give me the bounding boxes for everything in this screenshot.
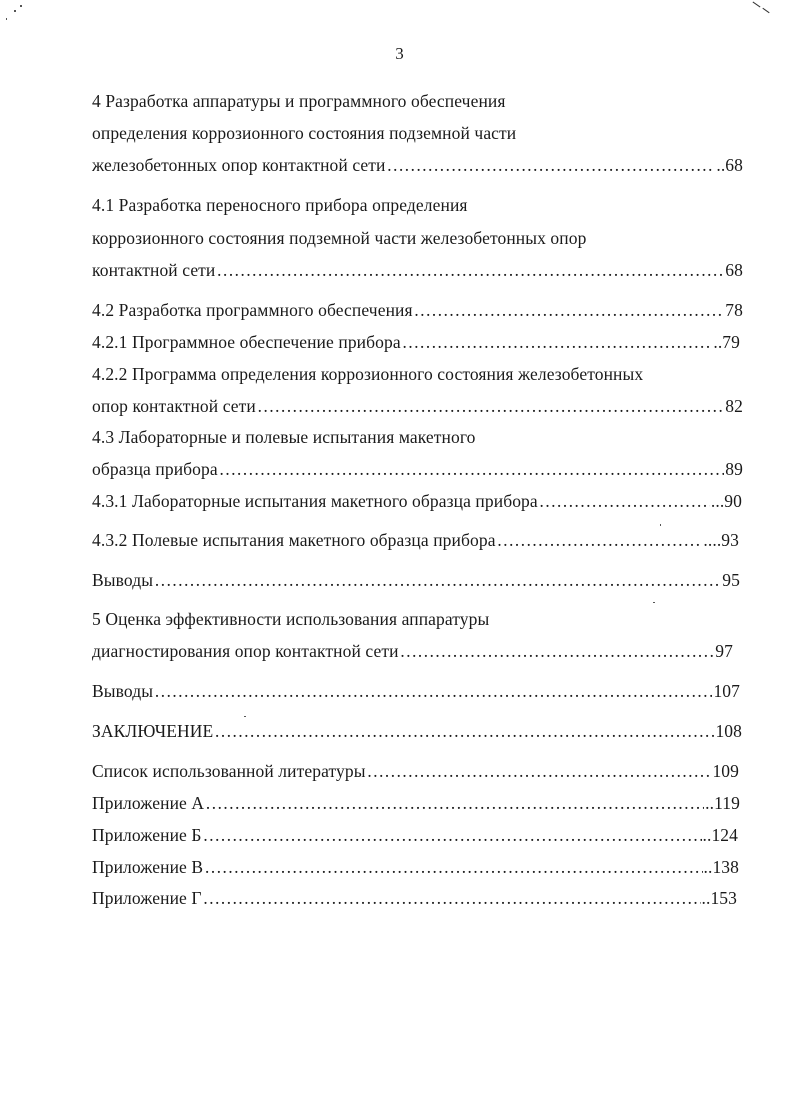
toc-entry-conclusions-4[interactable] <box>92 569 740 591</box>
scan-speck <box>20 5 22 7</box>
toc-appendix-a-text: Приложение А <box>92 793 205 813</box>
toc-s5-line1: 5 Оценка эффективности использования аппаратуры <box>92 609 490 629</box>
toc-s4-2-2-last-text: опор контактной сети <box>92 396 256 416</box>
toc-s4-line1: 4 Разработка аппаратуры и программного обеспечения <box>92 91 506 111</box>
toc-s4-3-2-text: 4.3.2 Полевые испытания макетного образца прибора <box>92 530 496 550</box>
toc-references-page: 109 <box>712 761 739 781</box>
toc-s4-3-line1: 4.3 Лабораторные и полевые испытания макетного <box>92 427 476 447</box>
toc-conclusions-4-page: 95 <box>722 570 740 590</box>
toc-conclusion-page: 108 <box>715 721 742 741</box>
dot-leader <box>257 395 724 417</box>
dot-leader <box>154 569 721 591</box>
toc-s4-1-last-text: контактной сети <box>92 260 216 280</box>
dot-leader <box>539 490 710 512</box>
toc-entry-s4-1[interactable] <box>92 259 743 281</box>
dot-leader <box>203 887 701 909</box>
toc-entry-references[interactable] <box>92 760 739 782</box>
toc-s4-3-1-page: ...90 <box>710 491 742 511</box>
toc-entry-s5[interactable] <box>92 640 733 662</box>
toc-conclusions-5-page: 107 <box>713 681 740 701</box>
toc-s4-page: ..68 <box>716 155 743 175</box>
toc-appendix-g-text: Приложение Г <box>92 888 202 908</box>
toc-entry-s4-2[interactable] <box>92 299 743 321</box>
toc-entry-appendix-a[interactable] <box>92 792 740 814</box>
toc-conclusions-5-text: Выводы <box>92 681 154 701</box>
dot-leader <box>414 299 725 321</box>
toc-s4-2-2-line1: 4.2.2 Программа определения коррозионного состояния железобетонных <box>92 364 644 384</box>
dot-leader <box>367 760 712 782</box>
toc-s4-2-text: 4.2 Разработка программного обеспечения <box>92 300 413 320</box>
toc-entry-s4-2-2[interactable] <box>92 395 743 417</box>
toc-s4-3-1-text: 4.3.1 Лабораторные испытания макетного образца прибора <box>92 491 538 511</box>
toc-entry-appendix-b[interactable] <box>92 824 738 846</box>
toc-s4-line2: определения коррозионного состояния подземной части <box>92 123 517 143</box>
dot-leader <box>387 154 716 176</box>
dot-leader <box>497 529 703 551</box>
dot-leader <box>214 720 714 742</box>
toc-s4-last-text: железобетонных опор контактной сети <box>92 155 386 175</box>
toc-s4-1-line2: коррозионного состояния подземной части железобетонных опор <box>92 228 587 248</box>
toc-appendix-g-page: ..153 <box>701 888 737 908</box>
toc-references-text: Список использованной литературы <box>92 761 366 781</box>
toc-conclusion-text: ЗАКЛЮЧЕНИЕ <box>92 721 214 741</box>
scan-speck <box>660 524 661 526</box>
dot-leader <box>203 824 702 846</box>
toc-s4-2-page: 78 <box>725 300 743 320</box>
toc-entry-conclusions-5[interactable] <box>92 680 740 702</box>
toc-s4-2-2-page: 82 <box>725 396 743 416</box>
toc-s4-2-1-page: ..79 <box>713 332 740 352</box>
dot-leader <box>400 640 715 662</box>
toc-entry-s4-2-1[interactable] <box>92 331 740 353</box>
toc-s4-3-page: 89 <box>725 459 743 479</box>
toc-appendix-a-page: ..119 <box>705 793 740 813</box>
toc-s5-last-text: диагностирования опор контактной сети <box>92 641 399 661</box>
page-number: 3 <box>395 44 404 63</box>
scan-speck <box>14 10 16 12</box>
scan-speck <box>6 18 7 20</box>
dot-leader <box>219 458 725 480</box>
scan-speck <box>244 716 246 717</box>
dot-leader <box>402 331 713 353</box>
toc-entry-appendix-g[interactable] <box>92 887 737 909</box>
dot-leader <box>216 259 724 281</box>
toc-s4-3-2-page: ....93 <box>703 530 739 550</box>
toc-s5-page: 97 <box>715 641 733 661</box>
toc-s4-1-line1: 4.1 Разработка переносного прибора определения <box>92 195 468 215</box>
toc-entry-conclusion[interactable] <box>92 720 742 742</box>
dot-leader <box>154 680 712 702</box>
toc-s4-2-1-text: 4.2.1 Программное обеспечение прибора <box>92 332 401 352</box>
toc-entry-s4-3[interactable] <box>92 458 743 480</box>
toc-appendix-b-text: Приложение Б <box>92 825 202 845</box>
toc-entry-s4[interactable] <box>92 154 743 176</box>
toc-entry-s4-3-1[interactable] <box>92 490 742 512</box>
toc-appendix-v-page: ..138 <box>703 857 739 877</box>
toc-conclusions-4-text: Выводы <box>92 570 154 590</box>
toc-s4-3-last-text: образца прибора <box>92 459 218 479</box>
scan-speck <box>653 602 655 603</box>
toc-entry-s4-3-2[interactable] <box>92 529 739 551</box>
dot-leader <box>205 792 704 814</box>
toc-entry-appendix-v[interactable] <box>92 856 739 878</box>
toc-s4-1-page: 68 <box>725 260 743 280</box>
dot-leader <box>204 856 702 878</box>
toc-appendix-b-page: ..124 <box>702 825 738 845</box>
toc-appendix-v-text: Приложение В <box>92 857 204 877</box>
